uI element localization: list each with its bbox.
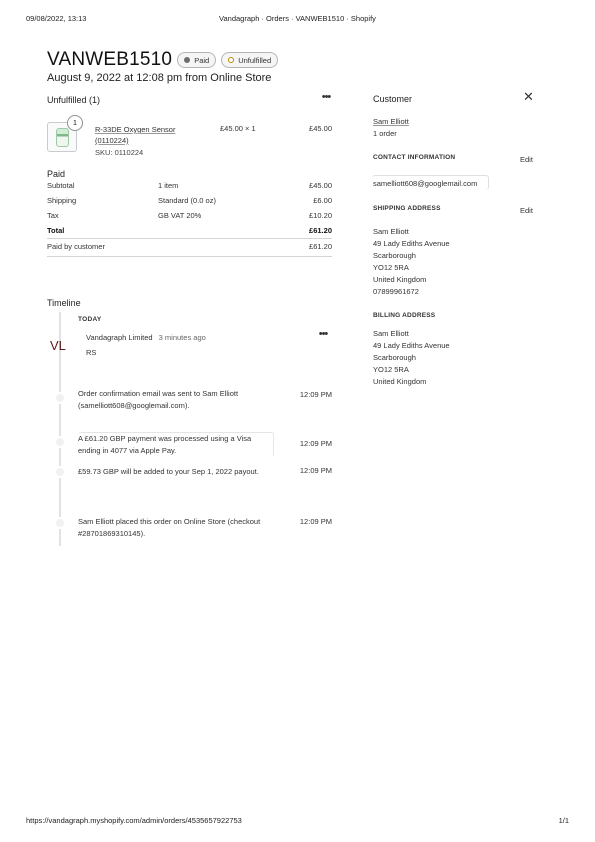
payment-row-total: [47, 226, 332, 238]
product-name-line2: (0110224): [95, 136, 129, 145]
avatar: VL: [50, 338, 66, 353]
address-line: 49 Lady Ediths Avenue: [373, 341, 450, 350]
address-line: Sam Elliott: [373, 329, 409, 338]
close-icon[interactable]: ✕: [523, 89, 534, 104]
timeline-event-dot: [54, 392, 66, 404]
phone-number: 07899961672: [373, 287, 419, 296]
event-text-line2: ending in 4077 via Apple Pay.: [78, 446, 177, 455]
print-url: https://vandagraph.myshopify.com/admin/orders/4535657922753: [26, 816, 242, 825]
timeline-event-email: [78, 388, 288, 412]
timeline-event-payment[interactable]: [78, 432, 274, 457]
payment-label: Shipping: [47, 196, 77, 205]
customer-name-link[interactable]: Sam Elliott: [373, 117, 409, 126]
billing-address-heading: BILLING ADDRESS: [373, 312, 436, 319]
shipping-address-heading: SHIPPING ADDRESS: [373, 205, 441, 212]
comment-author: Vandagraph Limited: [86, 333, 153, 342]
product-name-link[interactable]: [95, 124, 175, 146]
timeline-event-payout: [78, 466, 288, 478]
payment-detail: GB VAT 20%: [158, 211, 202, 220]
product-name-line1: R-33DE Oxygen Sensor: [95, 125, 176, 134]
payment-row-paid-by-customer: [47, 242, 332, 254]
address-line: Scarborough: [373, 251, 416, 260]
print-page-title: Vandagraph · Orders · VANWEB1510 · Shopify: [219, 14, 376, 23]
payment-label: Tax: [47, 211, 59, 220]
more-horizontal-icon[interactable]: •••: [321, 91, 331, 103]
product-line-total: £45.00: [309, 124, 332, 133]
edit-contact-button[interactable]: Edit: [520, 155, 533, 164]
comment-text: RS: [86, 348, 97, 357]
print-header: [26, 14, 569, 26]
address-line: YO12 5RA: [373, 263, 409, 272]
paid-status-badge: [177, 52, 216, 68]
order-number: VANWEB1510: [47, 49, 173, 70]
address-line: United Kingdom: [373, 377, 427, 386]
print-page-number: 1/1: [558, 816, 569, 825]
contact-info-heading: CONTACT INFORMATION: [373, 154, 456, 161]
payment-amount: £10.20: [309, 211, 332, 220]
timeline-title: Timeline: [47, 298, 81, 308]
product-unit-price: £45.00 × 1: [220, 124, 256, 133]
customer-email-link[interactable]: samelliott608@googlemail.com: [372, 175, 489, 190]
timeline-event-dot: [54, 466, 66, 478]
payment-detail: Standard (0.0 oz): [158, 196, 216, 205]
event-text-line1: A £61.20 GBP payment was processed using a Visa: [78, 434, 252, 443]
address-line: Scarborough: [373, 353, 416, 362]
comment-header: [86, 333, 206, 342]
payment-row-tax: [47, 211, 332, 223]
event-time: 12:09 PM: [299, 517, 332, 526]
divider: [47, 238, 332, 239]
timeline-event-placed: [78, 516, 288, 540]
payment-amount: £45.00: [309, 181, 332, 190]
address-line: Sam Elliott: [373, 227, 409, 236]
payment-label: Subtotal: [47, 181, 75, 190]
payment-row-subtotal: [47, 181, 332, 193]
quantity-badge: 1: [67, 115, 83, 131]
edit-shipping-button[interactable]: Edit: [520, 206, 533, 215]
payment-detail: 1 item: [158, 181, 179, 190]
comment-time: 3 minutes ago: [158, 333, 206, 342]
timeline-event-dot: [54, 436, 66, 448]
print-datetime: 09/08/2022, 13:13: [26, 14, 87, 23]
payment-amount: £61.20: [309, 226, 332, 235]
fulfillment-status-badge: [221, 52, 278, 68]
event-text-line1: £59.73 GBP will be added to your Sep 1, 2022 payout.: [78, 467, 259, 476]
event-text-line1: Order confirmation email was sent to Sam Elliott: [78, 389, 239, 398]
order-subtitle: August 9, 2022 at 12:08 pm from Online Store: [47, 72, 272, 84]
paid-status-label: Paid: [194, 55, 210, 65]
event-text-line1: Sam Elliott placed this order on Online Store (checkout: [78, 517, 261, 526]
comment-more-icon[interactable]: •••: [318, 328, 328, 340]
timeline-date-label: TODAY: [78, 316, 102, 323]
timeline-event-dot: [54, 517, 66, 529]
fulfillment-status-label: Unfulfilled: [238, 55, 272, 65]
event-text-line2: #28701869310145).: [78, 529, 146, 538]
payment-label: Paid by customer: [47, 242, 105, 251]
customer-title: Customer: [373, 94, 413, 104]
payment-title: Paid: [47, 169, 66, 179]
payment-row-shipping: [47, 196, 332, 208]
hollow-dot-icon: [228, 57, 234, 63]
customer-order-count: 1 order: [373, 129, 397, 138]
payment-label: Total: [47, 226, 65, 235]
payment-amount: £61.20: [309, 242, 332, 251]
filled-dot-icon: [184, 57, 190, 63]
print-footer: [26, 816, 569, 828]
event-time: 12:09 PM: [299, 439, 332, 448]
event-time: 12:09 PM: [299, 390, 332, 399]
event-text-line2: (samelliott608@googlemail.com).: [78, 401, 190, 410]
product-sku: SKU: 0110224: [95, 148, 144, 157]
order-title-row: [47, 49, 278, 71]
payment-amount: £6.00: [313, 196, 332, 205]
event-time: 12:09 PM: [299, 466, 332, 475]
divider: [47, 256, 332, 257]
shipping-address: [373, 226, 450, 298]
address-line: United Kingdom: [373, 275, 427, 284]
billing-address: [373, 328, 450, 388]
unfulfilled-title: Unfulfilled (1): [47, 95, 101, 105]
address-line: YO12 5RA: [373, 365, 409, 374]
address-line: 49 Lady Ediths Avenue: [373, 239, 450, 248]
